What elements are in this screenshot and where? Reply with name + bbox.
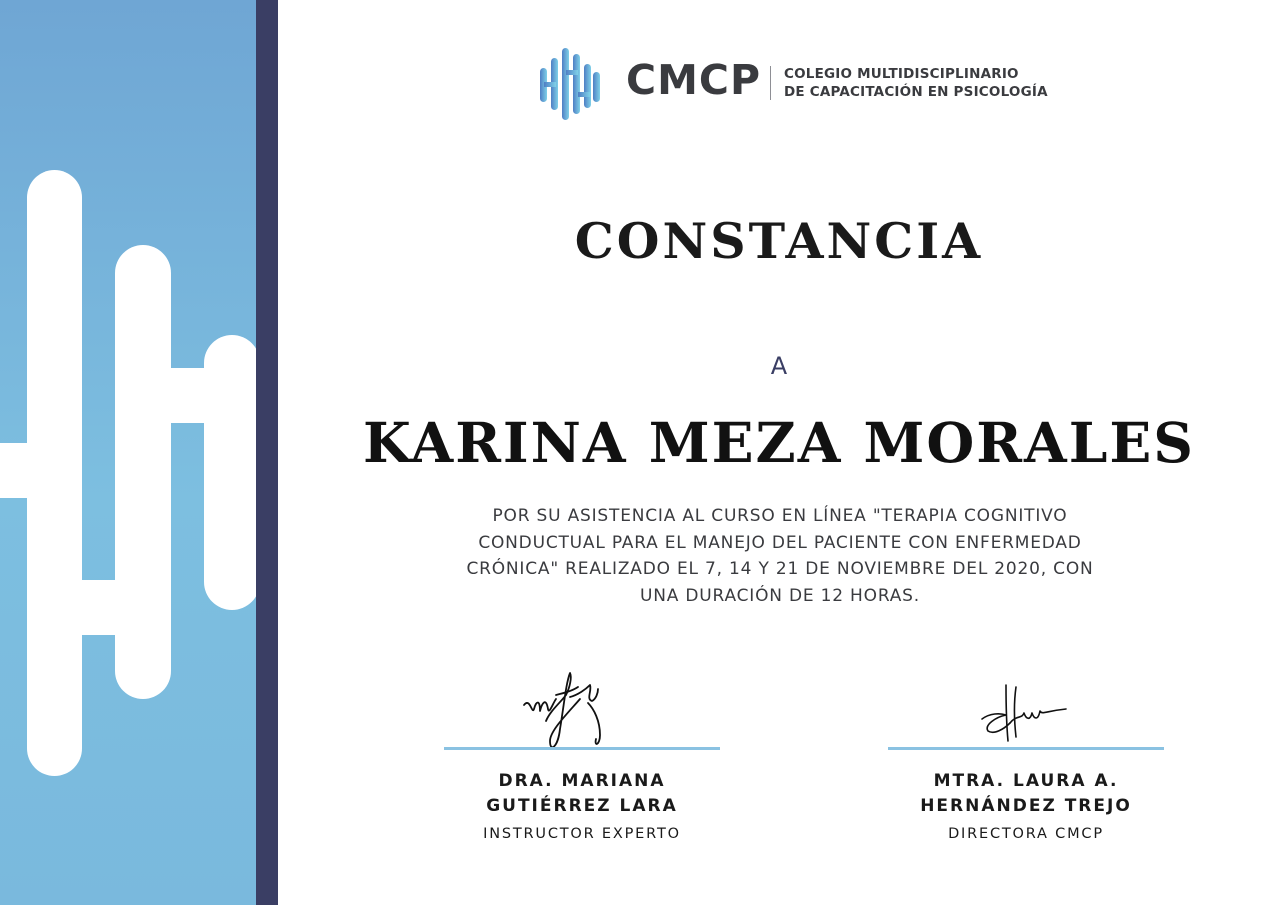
signatory-name [886,769,1166,819]
signatory-name-line2: HERNÁNDEZ TREJO [920,796,1132,816]
left-decorative-panel [0,0,256,905]
brand-subtitle [784,65,1048,101]
signatory-role: INSTRUCTOR EXPERTO [483,826,681,842]
body-line: POR SU ASISTENCIA AL CURSO EN LÍNEA "TERAPIA COGNITIVO [492,506,1068,526]
certificate-body [420,503,1140,609]
signatory-name-line1: MTRA. LAURA A. [933,771,1119,791]
decor-bar-2 [115,245,171,699]
to-label: A [770,352,788,380]
signature-line [888,747,1164,750]
signatory-name-line1: DRA. MARIANA [498,771,666,791]
navy-accent-bar [256,0,278,905]
signatory-role: DIRECTORA CMCP [948,826,1104,842]
decor-bar-3 [204,335,256,610]
signature-instructor [520,665,620,755]
brand-divider [770,66,771,100]
body-line: CONDUCTUAL PARA EL MANEJO DEL PACIENTE CON ENFERMEDAD [478,532,1082,553]
recipient-name: KARINA MEZA MORALES [362,410,1196,475]
body-line: CRÓNICA" REALIZADO EL 7, 14 Y 21 DE NOVIEMBRE DEL 2020, CON [466,559,1094,579]
certificate-title: CONSTANCIA [574,212,984,270]
decor-connector-1 [0,443,40,498]
signatory-name [442,769,722,819]
brand-name: CMCP [626,56,762,104]
bars-logo-icon [538,46,602,122]
brand-subtitle-line1: COLEGIO MULTIDISCIPLINARIO [784,66,1019,82]
signatory-name-line2: GUTIÉRREZ LARA [486,796,678,816]
body-line: UNA DURACIÓN DE 12 HORAS. [640,585,920,606]
signature-line [444,747,720,750]
brand-subtitle-line2: DE CAPACITACIÓN EN PSICOLOGÍA [784,84,1048,100]
signature-director [976,679,1076,749]
